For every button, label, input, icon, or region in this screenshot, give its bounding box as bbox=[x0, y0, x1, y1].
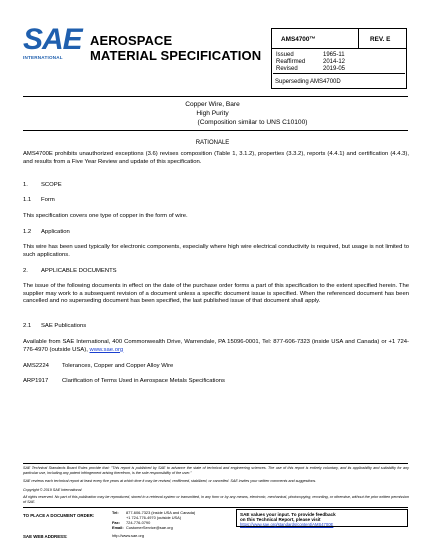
revision: REV. E bbox=[370, 36, 391, 43]
section-number: 1.1 bbox=[23, 197, 32, 203]
section-title: Application bbox=[41, 229, 70, 235]
tel-label: Tel: bbox=[112, 510, 119, 515]
section-number: 2.1 bbox=[23, 323, 32, 329]
section-title: Form bbox=[41, 197, 55, 203]
revised-label: Revised bbox=[276, 66, 298, 72]
copyright: Copyright © 2019 SAE International bbox=[23, 488, 82, 492]
email-label: Email: bbox=[112, 525, 124, 530]
section-number: 1. bbox=[23, 182, 28, 188]
issued-row bbox=[276, 52, 345, 59]
feedback-box bbox=[236, 509, 408, 527]
divider bbox=[23, 507, 408, 508]
reference-id: AMS2224 bbox=[23, 363, 49, 369]
section-title: SCOPE bbox=[41, 182, 62, 188]
sae-logo bbox=[23, 23, 82, 64]
reference-title: Tolerances, Copper and Copper Alloy Wire bbox=[62, 363, 174, 369]
section-number: 2. bbox=[23, 268, 28, 274]
rationale-heading: RATIONALE bbox=[195, 140, 230, 146]
feedback-line-1: SAE values your input. To provide feedback bbox=[240, 512, 336, 517]
section-title: APPLICABLE DOCUMENTS bbox=[41, 268, 117, 274]
contact-email bbox=[112, 526, 173, 531]
subtitle-line-3: (Composition similar to UNS C10100) bbox=[197, 119, 308, 126]
section-title: SAE Publications bbox=[41, 323, 87, 329]
title-line-2: MATERIAL SPECIFICATION bbox=[90, 48, 262, 63]
revised-row bbox=[276, 66, 346, 73]
section-1-1-heading bbox=[23, 197, 55, 205]
feedback-link[interactable]: https://www.sae.org/standards/content/AMS4700E bbox=[240, 522, 334, 527]
issued-label: Issued bbox=[276, 52, 294, 58]
footer-note-terms: SAE Technical Standards Board Rules provide that: "This report is published by SAE to advance the state of technical and engineering sciences. The use of this report is entirely voluntary, and its applicability and suitability for any particular use, including any patent infringement arising therefrom, is the sole responsibility of the user." bbox=[23, 466, 409, 475]
document-info-box bbox=[271, 28, 407, 89]
divider bbox=[23, 463, 408, 464]
tel-2: +1 724-776-4970 (outside USA) bbox=[126, 515, 182, 520]
section-1-2-text: This wire has been used typically for electronic components, especially where high wire electrical conductivity is required, but usage is not limited to such applications. bbox=[23, 244, 409, 258]
reference-arp1917 bbox=[23, 378, 225, 386]
logo-text: SAE bbox=[23, 23, 82, 56]
divider bbox=[23, 130, 408, 131]
feedback-line-2: on this Technical Report, please visit bbox=[240, 517, 321, 522]
web-address-label: SAE WEB ADDRESS: bbox=[23, 534, 68, 539]
doc-number: AMS4700™ bbox=[281, 36, 316, 43]
reference-title: Clarification of Terms Used in Aerospace Metals Specifications bbox=[62, 378, 225, 384]
subtitle-line-2: High Purity bbox=[196, 110, 229, 117]
reference-id: ARP1917 bbox=[23, 378, 49, 384]
subtitle-line-1: Copper Wire, Bare bbox=[185, 101, 240, 108]
publisher-address: Available from SAE International, 400 Commonwealth Drive, Warrendale, PA 15096-0001, Tel: 877-606-7323 (inside USA and Canada) or +1 724-776-4970 (outside USA), bbox=[23, 339, 409, 353]
revised-date: 2019-05 bbox=[323, 66, 346, 72]
divider bbox=[358, 29, 359, 49]
web-address[interactable]: http://www.sae.org bbox=[112, 533, 145, 538]
logo-subtext: INTERNATIONAL bbox=[23, 55, 63, 60]
order-label: TO PLACE A DOCUMENT ORDER: bbox=[23, 513, 95, 518]
reference-ams2224 bbox=[23, 363, 174, 371]
section-1-heading bbox=[23, 182, 62, 190]
section-2-1-heading bbox=[23, 323, 87, 331]
section-1-2-heading bbox=[23, 229, 70, 237]
footer-note-rights: All rights reserved. No part of this publication may be reproduced, stored in a retrieval system or transmitted, in any form or by any means, electronic, mechanical, photocopying, recording, or otherwise, without the prior written permission of SAE. bbox=[23, 495, 409, 504]
divider bbox=[23, 96, 408, 97]
section-1-1-text: This specification covers one type of copper in the form of wire. bbox=[23, 213, 188, 219]
section-2-text: The issue of the following documents in effect on the date of the purchase order forms a part of this specification to the extent specified herein. The supplier may work to a subsequent revision of a document unless a specific document issue is specified. When the referenced document has been cancelled and no superseding document has been specified, the last published issue of that document shall apply. bbox=[23, 283, 409, 305]
doc-id-row bbox=[272, 29, 406, 49]
footer-note-review: SAE reviews each technical report at least every five years at which time it may be revised, reaffirmed, stabilized, or cancelled. SAE invites your written comments and suggestions. bbox=[23, 479, 317, 483]
section-2-heading bbox=[23, 268, 117, 276]
tel-1: 877-606-7323 (inside USA and Canada) bbox=[126, 510, 196, 515]
dates-block bbox=[273, 50, 405, 74]
superseding: Superseding AMS4700D bbox=[275, 79, 341, 85]
fax-number: 724-776-0790 bbox=[126, 520, 151, 525]
contact-web bbox=[112, 534, 144, 539]
sae-website-link[interactable]: www.sae.org bbox=[89, 346, 124, 353]
title-line-1: AEROSPACE bbox=[90, 33, 173, 48]
reaffirmed-row bbox=[276, 59, 346, 66]
reaffirmed-label: Reaffirmed bbox=[276, 59, 306, 65]
document-title bbox=[90, 33, 261, 63]
rationale-text: AMS4700E prohibits unauthorized exceptions (3.6) revises composition (Table 1, 3.1.2), properties (3.3.2), reports (4.4.1) and certification (4.4.3), and results from a Five Year Review and update of this specification. bbox=[23, 151, 409, 165]
issued-date: 1965-11 bbox=[323, 52, 345, 58]
section-2-1-text bbox=[23, 339, 409, 354]
reaffirmed-date: 2014-12 bbox=[323, 59, 346, 65]
email-address[interactable]: CustomerService@sae.org bbox=[126, 525, 173, 530]
section-number: 1.2 bbox=[23, 229, 32, 235]
fax-label: Fax: bbox=[112, 520, 120, 525]
